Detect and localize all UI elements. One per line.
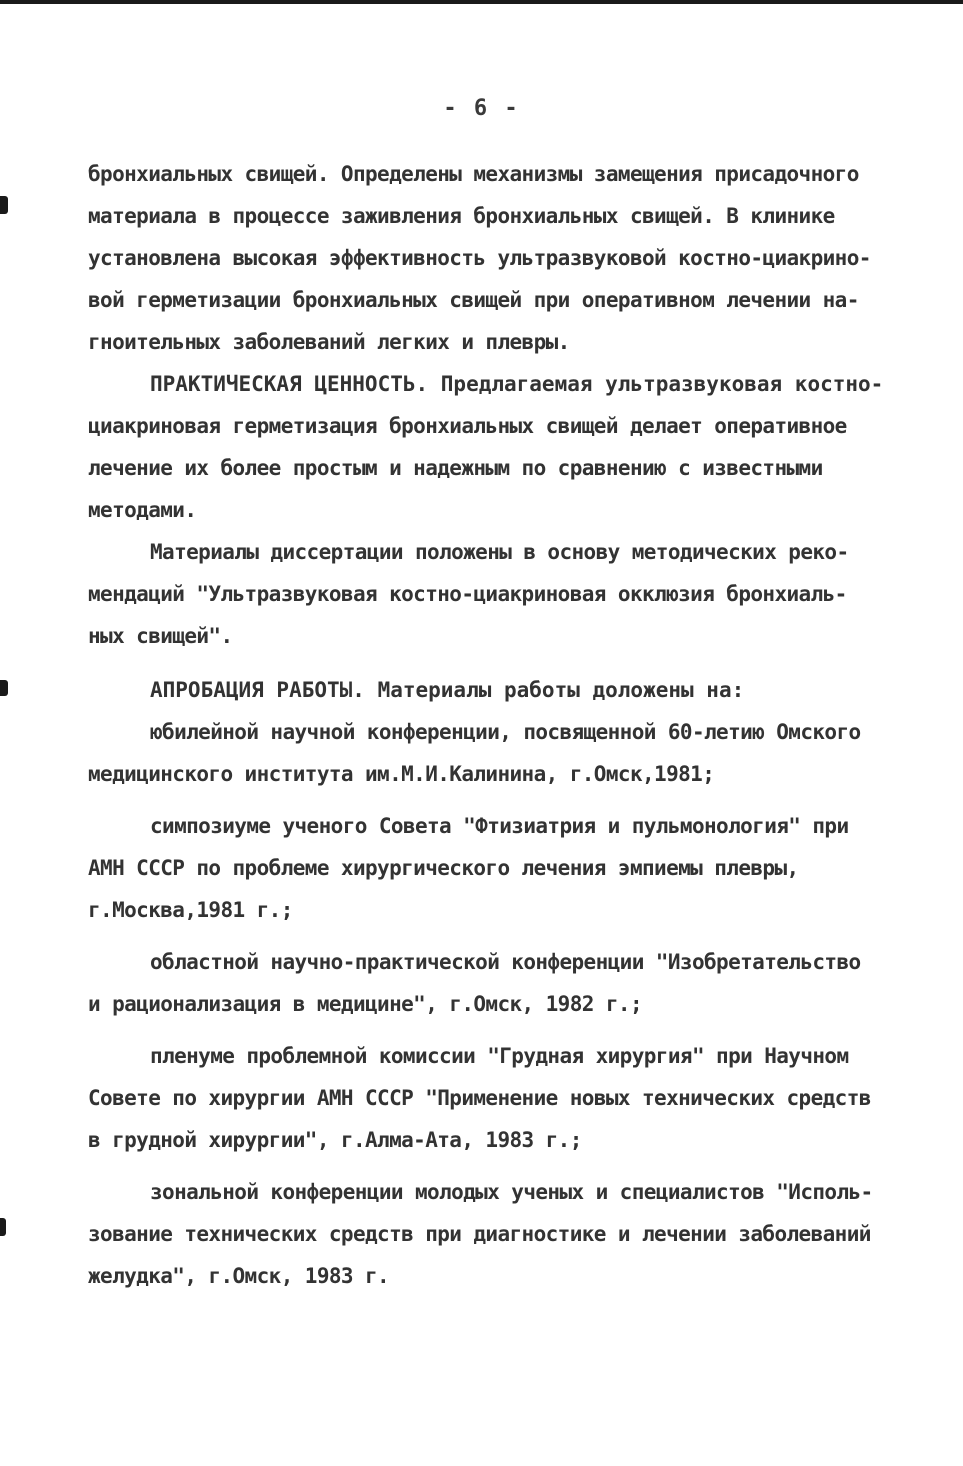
text-line: АМН СССР по проблеме хирургического лечения эмпиемы плевры,	[88, 856, 799, 880]
top-border	[0, 0, 963, 4]
text-line: ных свищей".	[88, 624, 233, 648]
text-line: г.Москва,1981 г.;	[88, 898, 293, 922]
text-line: лечение их более простым и надежным по сравнению с известными	[88, 456, 823, 480]
text-line: мендаций "Ультразвуковая костно-циакриновая окклюзия бронхиаль-	[88, 582, 847, 606]
section-heading-practical-value: ПРАКТИЧЕСКАЯ ЦЕННОСТЬ. Предлагаемая ультразвуковая костно-	[150, 372, 884, 396]
text-line: и рационализация в медицине", г.Омск, 1982 г.;	[88, 992, 642, 1016]
text-line: методами.	[88, 498, 197, 522]
text-line: циакриновая герметизация бронхиальных свищей делает оперативное	[88, 414, 847, 438]
text-line: установлена высокая эффективность ультразвуковой костно-циакрино-	[88, 246, 871, 270]
binder-hole-mark	[0, 196, 8, 214]
text-line: медицинского института им.М.И.Калинина, г.Омск,1981;	[88, 762, 715, 786]
text-line: пленуме проблемной комиссии "Грудная хирургия" при Научном	[150, 1044, 849, 1068]
text-line: симпозиуме ученого Совета "Фтизиатрия и пульмонология" при	[150, 814, 849, 838]
text-line: Совете по хирургии АМН СССР "Применение новых технических средств	[88, 1086, 871, 1110]
text-line: Материалы диссертации положены в основу методических реко-	[150, 540, 849, 564]
text-line: бронхиальных свищей. Определены механизмы замещения присадочного	[88, 162, 859, 186]
text-line: юбилейной научной конференции, посвященной 60-летию Омского	[150, 720, 861, 744]
text-line: областной научно-практической конференции "Изобретательство	[150, 950, 861, 974]
binder-hole-mark	[0, 680, 8, 696]
text-line: материала в процессе заживления бронхиальных свищей. В клинике	[88, 204, 835, 228]
text-line: зование технических средств при диагностике и лечении заболеваний	[88, 1222, 871, 1246]
binder-hole-mark	[0, 1218, 6, 1236]
text-line: гноительных заболеваний легких и плевры.	[88, 330, 570, 354]
section-heading-approbation: АПРОБАЦИЯ РАБОТЫ. Материалы работы доложены на:	[150, 678, 745, 702]
text-line: зональной конференции молодых ученых и специалистов "Исполь-	[150, 1180, 873, 1204]
page-number: - 6 -	[443, 96, 520, 121]
text-line: желудка", г.Омск, 1983 г.	[88, 1264, 390, 1288]
text-line: вой герметизации бронхиальных свищей при оперативном лечении на-	[88, 288, 859, 312]
text-line: в грудной хирургии", г.Алма-Ата, 1983 г.;	[88, 1128, 582, 1152]
